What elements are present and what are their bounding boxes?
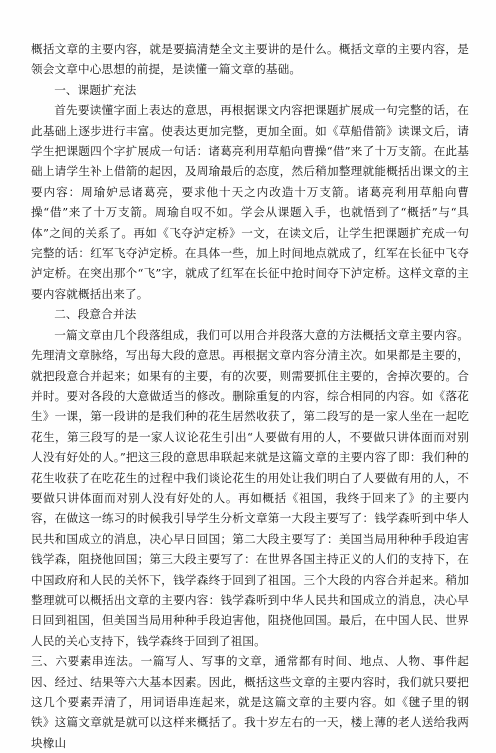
- heading-method-2: 二、段意合并法: [54, 307, 137, 322]
- heading-method-1: 一、课题扩充法: [54, 82, 137, 97]
- paragraph-method-1: 首先要读懂字面上表达的意思，再根据课文内容把课题扩展成一句完整的话，在此基础上逐步进行丰富。使表达更加完整，更加全面。如《草船借箭》读课文后，请学生把课题四个字扩展成一句话：诸葛亮利用草船向曹操“借”来了十万支箭。在此基础上请学生补上借箭的起因，及周瑜最后的态度，然后稍加整理就能概括出课文的主要内容：周瑜妒忌诸葛亮，要求他十天之内改造十万支箭。诸葛亮利用草船向曹操“借”来了十万支箭。周瑜自叹不如。学会从课题入手，也就悟到了“概括”与“具体”之间的关系了。再如《飞夺泸定桥》一文，在读文后，让学生把课题扩充成一句完整的话：红军飞夺泸定桥。在具体一些，加上时间地点就成了，红军在长征中飞夺泸定桥。在突出那个“飞”字，就成了红军在长征中抢时间夺下泸定桥。这样文章的主要内容就概括出来了。: [31, 103, 469, 301]
- paragraph-method-2: 一篇文章由几个段落组成，我们可以用合并段落大意的方法概括文章主要内容。先理清文章脉络，写出每大段的意思。再根据文章内容分清主次。如果都是主要的，就把段意合并起来；如果有的主要，有的次要，则需要抓住主要的，舍掉次要的。合并时。要对各段的大意做适当的修改。删除重复的内容，综合相同的内容。如《落花生》一课，第一段讲的是我们种的花生居然收获了，第二段写的是一家人坐在一起吃花生，第三段写的是一家人议论花生引出“人要做有用的人，不要做只讲体面而对别人没有好处的人。”把这三段的意思串联起来就是这篇文章的主要内容了即：我们种的花生收获了在吃花生的过程中我们谈论花生的用处让我们明白了人要做有用的人，不要做只讲体面而对别人没有好处的人。再如概括《祖国，我终于回来了》的主要内容，在做这一练习的时候我引导学生分析文章第一大段主要写了：钱学森听到中华人民共和国成立的消息，决心早日回国；第二大段主要写了：美国当局用种种手段迫害钱学森，阻挠他回国；第三大段主要写了：在世界各国主持正义的人们的支持下，在中国政府和人民的关怀下，钱学森终于回到了祖国。三个大段的内容合并起来。稍加整理就可以概括出文章的主要内容：钱学森听到中华人民共和国成立的消息，决心早日回到祖国，但美国当局用种种手段迫害他，阻挠他回国。最后，在中国人民、世界人民的关心支持下，钱学森终于回到了祖国。: [31, 327, 469, 648]
- document-body: [31, 39, 469, 753]
- paragraph-intro: 概括文章的主要内容，就是要搞清楚全文主要讲的是什么。概括文章的主要内容，是领会文章中心思想的前提，是读懂一篇文章的基础。: [31, 42, 469, 77]
- paragraph-method-3: 三、六要素串连法。一篇写人、写事的文章，通常都有时间、地点、人物、事件起因、经过、结果等六大基本因素。因此，概括这些文章的主要内容时，我们就只要把这几个要素弄清了，用词语串连起来，就是这篇文章的主要内容。如《毽子里的钢铁》这篇文章就是就可以这样来概括了。我十岁左右的一天，楼上薄的老人送给我两块橡山: [31, 654, 469, 750]
